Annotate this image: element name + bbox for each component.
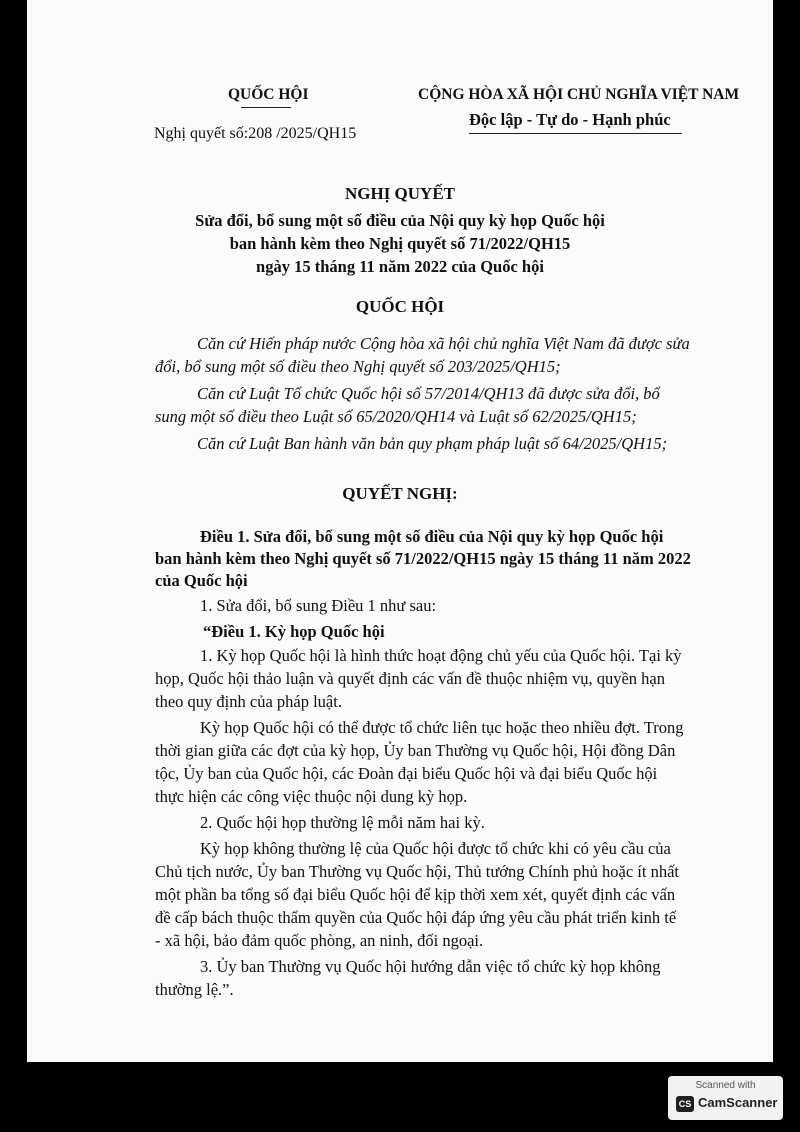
paragraph-line: đề cấp bách thuộc thẩm quyền của Quốc hội đáp ứng yêu cầu phát triển kinh tế — [155, 908, 677, 927]
paragraph-line: họp, Quốc hội thảo luận và quyết định các vấn đề thuộc nhiệm vụ, quyền hạn — [155, 669, 665, 688]
resolves-heading: QUYẾT NGHỊ: — [342, 484, 458, 503]
basis-text: đổi, bổ sung một số điều theo Nghị quyết số 203/2025/QH15; — [155, 357, 561, 376]
scanner-watermark — [668, 1076, 783, 1120]
basis-text: Căn cứ Hiến pháp nước Cộng hòa xã hội chủ nghĩa Việt Nam đã được sửa — [197, 334, 690, 353]
divider — [241, 107, 291, 108]
watermark-brand: CamScanner — [698, 1095, 778, 1110]
paragraph-line: thực hiện các công việc thuộc nội dung kỳ họp. — [155, 787, 468, 806]
national-motto: Độc lập - Tự do - Hạnh phúc — [469, 110, 671, 129]
paragraph-line: 1. Kỳ họp Quốc hội là hình thức hoạt động chủ yếu của Quốc hội. Tại kỳ — [200, 646, 682, 665]
national-title: CỘNG HÒA XÃ HỘI CHỦ NGHĨA VIỆT NAM — [418, 86, 740, 103]
paragraph-line: theo quy định của pháp luật. — [155, 692, 342, 711]
paragraph-line: 2. Quốc hội họp thường lệ mỗi năm hai kỳ. — [200, 813, 485, 832]
article-heading: ban hành kèm theo Nghị quyết số 71/2022/QH15 ngày 15 tháng 11 năm 2022 — [155, 549, 691, 568]
article-heading: Điều 1. Sửa đổi, bổ sung một số điều của Nội quy kỳ họp Quốc hội — [200, 527, 664, 546]
paragraph-line: 3. Ủy ban Thường vụ Quốc hội hướng dẫn việc tổ chức kỳ họp không — [200, 957, 661, 976]
divider — [469, 133, 682, 134]
basis-text: sung một số điều theo Luật số 65/2020/QH14 và Luật số 62/2025/QH15; — [155, 407, 637, 426]
document-page — [27, 0, 773, 1062]
title-line-2: ban hành kèm theo Nghị quyết số 71/2022/QH15 — [229, 234, 571, 253]
clause-intro: 1. Sửa đổi, bổ sung Điều 1 như sau: — [200, 596, 437, 615]
paragraph-line: tộc, Ủy ban của Quốc hội, các Đoàn đại biểu Quốc hội và đại biểu Quốc hội — [155, 764, 658, 783]
paragraph-line: Chủ tịch nước, Ủy ban Thường vụ Quốc hội, Thủ tướng Chính phủ hoặc ít nhất — [155, 862, 679, 881]
document-type: NGHỊ QUYẾT — [344, 184, 456, 203]
title-line-3: ngày 15 tháng 11 năm 2022 của Quốc hội — [256, 257, 544, 276]
watermark-caption: Scanned with — [695, 1080, 756, 1091]
basis-text: Căn cứ Luật Tổ chức Quốc hội số 57/2014/QH13 đã được sửa đổi, bổ — [197, 384, 660, 403]
paragraph-line: một phần ba tổng số đại biểu Quốc hội để kịp thời xem xét, quyết định các vấn — [155, 885, 676, 904]
document-number: Nghị quyết số:208 /2025/QH15 — [154, 125, 357, 142]
issuer-heading: QUỐC HỘI — [355, 297, 445, 316]
quoted-article-heading: “Điều 1. Kỳ họp Quốc hội — [203, 622, 385, 641]
issuing-body: QUỐC HỘI — [228, 86, 309, 103]
title-line-1: Sửa đổi, bổ sung một số điều của Nội quy kỳ họp Quốc hội — [195, 211, 605, 230]
basis-text: Căn cứ Luật Ban hành văn bản quy phạm pháp luật số 64/2025/QH15; — [197, 434, 668, 453]
paragraph-line: Kỳ họp không thường lệ của Quốc hội được tổ chức khi có yêu cầu của — [200, 839, 671, 858]
paragraph-line: thường lệ.”. — [155, 980, 234, 999]
article-heading: của Quốc hội — [155, 571, 248, 590]
camscanner-logo-icon: CS — [676, 1096, 694, 1112]
paragraph-line: Kỳ họp Quốc hội có thể được tổ chức liên tục hoặc theo nhiều đợt. Trong — [200, 718, 684, 737]
paragraph-line: thời gian giữa các đợt của kỳ họp, Ủy ban Thường vụ Quốc hội, Hội đồng Dân — [155, 741, 676, 760]
paragraph-line: - xã hội, bảo đảm quốc phòng, an ninh, đối ngoại. — [155, 931, 484, 950]
